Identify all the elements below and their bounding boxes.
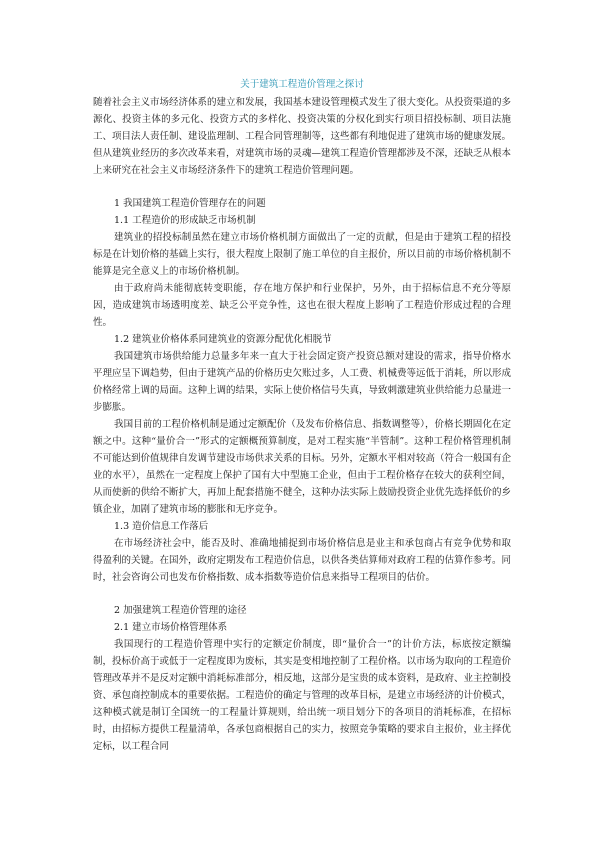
section-1-1-heading: 1.1 工程造价的形成缺乏市场机制 [114, 215, 256, 226]
spacer [93, 586, 511, 602]
intro-paragraph: 随着社会主义市场经济体系的建立和发展，我国基本建设管理模式发生了很大变化。从投资渠道的多源化、投资主体的多元化、投资方式的多样化、投资决策的分权化到实行项目招投标制、项目法施工、项目法人责任制、建设监理制、工程合同管理制等，这些都有利地促进了建筑市场的健康发展。但从建筑业经历的多次改革来看，对建筑市场的灵魂—建筑工程造价管理都涉及不深，还缺乏从根本上来研究在社会主义市场经济条件下的建筑工程造价管理问题。 [93, 97, 512, 176]
document-page [93, 78, 511, 755]
section-1-2-heading: 1.2 建筑业价格体系同建筑业的资源分配优化相脱节 [114, 334, 332, 345]
section-1-1-paragraph-b: 由于政府尚未能彻底转变职能，存在地方保护和行业保护，另外，由于招标信息不充分等原因，造成建筑市场透明度差、缺乏公平竞争性，这也在很大程度上影响了工程造价形成过程的合理性。 [93, 283, 511, 328]
section-1-2-paragraph-a: 我国建筑市场供给能力总量多年来一直大于社会固定资产投资总额对建设的需求，指导价格水平理应呈下调趋势，但由于建筑产品的价格历史欠账过多，人工费、机械费等远低于消耗，所以形成价格经常上调的局面。这种上调的结果，实际上使价格信号失真，导致刺激建筑业供给能力总量进一步膨胀。 [93, 351, 512, 413]
section-1-3-heading: 1.3 造价信息工作落后 [114, 521, 209, 532]
section-1-3-paragraph: 在市场经济社会中，能否及时、准确地捕捉到市场价格信息是业主和承包商占有竞争优势和取得盈利的关键。在国外，政府定期发布工程造价信息，以供各类估算师对政府工程的估算作参考。同时，社会咨询公司也发布价格指数、成本指数等造价信息来指导工程项目的估价。 [93, 538, 512, 583]
section-1-2-paragraph-b: 我国目前的工程价格机制是通过定额配价（及发布价格信息、指数调整等），价格长期固化在定额之中。这种“量价合一”形式的定额概预算制度，是对工程实施“半管制”。这种工程价格管理机制不可能达到价值规律自发调节建设市场供求关系的目标。另外，定额水平相对较高（符合一般国有企业的水平），虽然在一定程度上保护了国有大中型施工企业，但由于工程价格存在较大的获利空间，从而使新的供给不断扩大，再加上配套措施不健全，这种办法实际上鼓励投资企业优先选择低价的乡镇企业，加剧了建筑市场的膨胀和无序竞争。 [93, 419, 512, 515]
spacer [93, 179, 511, 195]
section-2-1-paragraph: 我国现行的工程造价管理中实行的定额定价制度，即“量价合一”的计价方法，标底按定额编制，投标价高于或低于一定程度即为废标，其实是变相地控制了工程价格。以市场为取向的工程造价管理改革并不是反对定额中消耗标准部分，相反地，这部分是宝贵的成本资料，是政府、业主控制投资、承包商控制成本的重要依据。工程造价的确定与管理的改革目标，是建立市场经济的计价模式，这种模式就是制订全国统一的工程量计算规则，给出统一项目划分下的各项目的消耗标准，在招标时，由招标方提供工程量清单，各承包商根据自己的实力，按照竞争策略的要求自主报价，业主择优定标，以工程合同 [93, 639, 512, 752]
section-2-1-heading: 2.1 建立市场价格管理体系 [114, 622, 228, 633]
section-1-1-paragraph-a: 建筑业的招投标制虽然在建立市场价格机制方面做出了一定的贡献，但是由于建筑工程的招投标是在计划价格的基础上实行，很大程度上限制了施工单位的自主报价，所以目前的市场价格机制不能算是完全意义上的市场价格机制。 [93, 232, 512, 277]
section-1-heading: 1 我国建筑工程造价管理存在的问题 [114, 198, 266, 209]
section-2-heading: 2 加强建筑工程造价管理的途径 [114, 605, 247, 616]
document-title: 关于建筑工程造价管理之探讨 [240, 79, 364, 90]
